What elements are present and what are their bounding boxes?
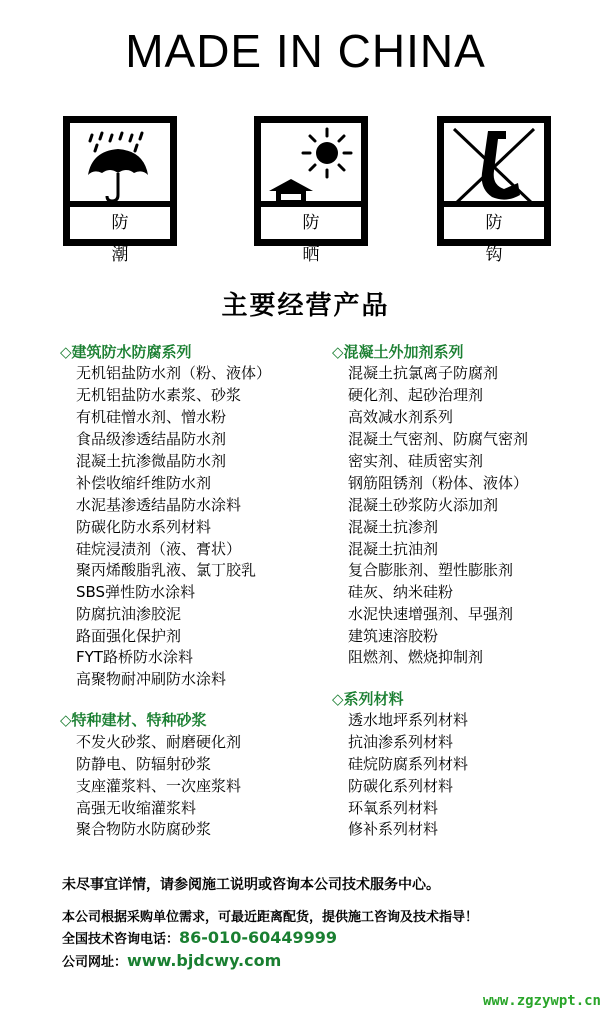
watermark: www.zgzywpt.cn	[482, 993, 601, 1009]
list-item: 密实剂、硅质密实剂	[348, 452, 484, 470]
footer-website-line	[62, 951, 281, 970]
list-item: 透水地坪系列材料	[348, 711, 469, 729]
list-item: 混凝土抗油剂	[348, 540, 439, 558]
phone-label: 全国技术咨询电话：	[62, 932, 180, 947]
products-title: 主要经营产品	[221, 291, 390, 321]
category-waterproof-anticorrosion: ◇建筑防水防腐系列	[60, 343, 192, 361]
list-item: 高聚物耐冲刷防水涂料	[76, 670, 227, 688]
symbol-no-hooks	[437, 116, 551, 265]
list-item: 环氧系列材料	[348, 799, 439, 817]
list-item: 抗油渗系列材料	[348, 733, 454, 751]
list-item: 食品级渗透结晶防水剂	[76, 430, 227, 448]
list-item: 聚丙烯酸脂乳液、氯丁胶乳	[76, 561, 257, 579]
category-concrete-admixtures: ◇混凝土外加剂系列	[332, 343, 464, 361]
list-item: 路面强化保护剂	[76, 627, 182, 645]
sun-house-icon	[261, 123, 361, 209]
category-special-building-materials: ◇特种建材、特种砂浆	[60, 711, 207, 729]
list-item: 硅灰、纳米硅粉	[348, 583, 454, 601]
list-item: 修补系列材料	[348, 820, 439, 838]
list-item: 水泥基渗透结晶防水涂料	[76, 496, 242, 514]
list-item: 不发火砂浆、耐磨硬化剂	[76, 733, 242, 751]
list-item: 水泥快速增强剂、早强剂	[348, 605, 514, 623]
list-item: 硬化剂、起砂治理剂	[348, 386, 484, 404]
no-hook-icon	[444, 123, 544, 209]
footer-phone-line	[62, 928, 337, 947]
footer-note: 未尽事宜详情，请参阅施工说明或咨询本公司技术服务中心。	[62, 877, 440, 893]
list-item: 混凝土抗渗剂	[348, 518, 439, 536]
list-item: 支座灌浆料、一次座浆料	[76, 777, 242, 795]
list-item: 防腐抗油渗胶泥	[76, 605, 182, 623]
website-link[interactable]: www.bjdcwy.com	[127, 951, 282, 970]
list-item: SBS弹性防水涂料	[76, 583, 196, 601]
list-item: 补偿收缩纤维防水剂	[76, 474, 212, 492]
list-item: 无机铝盐防水素浆、砂浆	[76, 386, 242, 404]
list-item: 高效减水剂系列	[348, 408, 454, 426]
list-item: 聚合物防水防腐砂浆	[76, 820, 212, 838]
list-item: 防碳化防水系列材料	[76, 518, 212, 536]
list-item: 混凝土气密剂、防腐气密剂	[348, 430, 529, 448]
list-item: 钢筋阻锈剂（粉体、液体）	[348, 474, 529, 492]
website-label: 公司网址：	[62, 955, 128, 970]
symbol-label-keep-from-sun: 防 晒	[261, 201, 361, 239]
headline-made-in-china: MADE IN CHINA	[125, 25, 486, 77]
list-item: 高强无收缩灌浆料	[76, 799, 197, 817]
symbol-label-no-hooks: 防 钩	[444, 201, 544, 239]
list-item: 混凝土抗渗微晶防水剂	[76, 452, 227, 470]
umbrella-rain-icon	[70, 123, 170, 209]
footer-service-note: 本公司根据采购单位需求，可最近距离配货，提供施工咨询及技术指导！	[62, 910, 479, 925]
list-item: 混凝土砂浆防火添加剂	[348, 496, 499, 514]
symbol-keep-dry	[63, 116, 177, 265]
list-item: 无机铝盐防水剂（粉、液体）	[76, 364, 272, 382]
list-item: 建筑速溶胶粉	[348, 627, 439, 645]
list-item: 防静电、防辐射砂浆	[76, 755, 212, 773]
list-item: 阻燃剂、燃烧抑制剂	[348, 648, 484, 666]
symbol-label-keep-dry: 防 潮	[70, 201, 170, 239]
list-item: 硅烷浸渍剂（液、膏状）	[76, 540, 242, 558]
list-item: FYT路桥防水涂料	[76, 648, 193, 666]
symbol-keep-from-sun	[254, 116, 368, 265]
phone-number: 86-010-60449999	[179, 928, 338, 947]
list-item: 有机硅憎水剂、憎水粉	[76, 408, 227, 426]
list-item: 硅烷防腐系列材料	[348, 755, 469, 773]
list-item: 混凝土抗氯离子防腐剂	[348, 364, 499, 382]
category-series-materials: ◇系列材料	[332, 690, 404, 708]
list-item: 防碳化系列材料	[348, 777, 454, 795]
list-item: 复合膨胀剂、塑性膨胀剂	[348, 561, 514, 579]
